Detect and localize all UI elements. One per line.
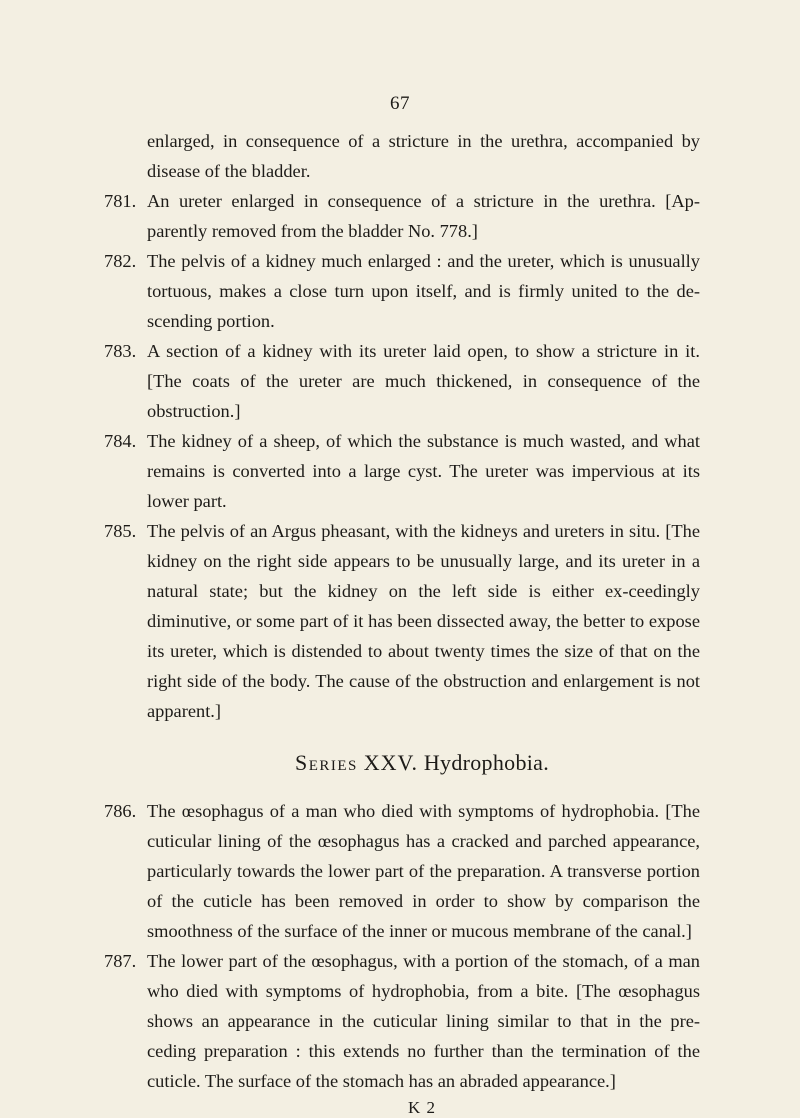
entry-text: The lower part of the œsophagus, with a portion of the stomach, of a man who died with symptoms of hydrophobia, from a bite. [The œsophagus shows an appearance in the cuticular lining similar to that in the pre-ceding preparation : this extends no further than the termination of the cuticle. The surface of the stomach has an abraded appearance.] xyxy=(147,951,700,1091)
entry-number: 785. xyxy=(104,521,137,541)
catalogue-entry xyxy=(104,946,700,1096)
catalogue-entry xyxy=(104,336,700,426)
series-heading xyxy=(144,748,700,778)
entry-number: 783. xyxy=(104,341,137,361)
page-number: 67 xyxy=(390,93,410,114)
entry-text: A section of a kidney with its ureter laid open, to show a stricture in it. [The coats of the ureter are much thickened, in consequence of the obstruction.] xyxy=(147,341,700,421)
entry-text: The pelvis of an Argus pheasant, with the kidneys and ureters in situ. [The kidney on the right side appears to be unusually large, and its ureter in a natural state; but the kidney on the left side is either ex-ceedingly diminutive, or some part of it has been dissected away, the better to expose its ureter, which is distended to about twenty times the size of that on the right side of the body. The cause of the obstruction and enlargement is not apparent.] xyxy=(147,521,700,721)
catalogue-entries-before xyxy=(104,186,700,726)
series-label: Series xyxy=(294,750,358,775)
catalogue-entry xyxy=(104,246,700,336)
catalogue-entry xyxy=(104,186,700,246)
entry-text: The œsophagus of a man who died with symptoms of hydrophobia. [The cuticular lining of the œsophagus has a cracked and parched appearance, particularly towards the lower part of the preparation. A transverse portion of the cuticle has been removed in order to show by comparison the smoothness of the surface of the inner or mucous membrane of the canal.] xyxy=(147,801,700,941)
series-title: Hydrophobia. xyxy=(423,750,550,775)
catalogue-entry xyxy=(104,516,700,726)
catalogue-entry xyxy=(104,796,700,946)
catalogue-entry xyxy=(104,426,700,516)
entry-number: 781. xyxy=(104,191,137,211)
series-number: XXV. xyxy=(363,750,419,775)
entry-text: The pelvis of a kidney much enlarged : and the ureter, which is unusually tortuous, makes a close turn upon itself, and is firmly united to the de-scending portion. xyxy=(147,251,700,331)
entry-number: 784. xyxy=(104,431,137,451)
entry-number: 787. xyxy=(104,951,137,971)
entry-text: The kidney of a sheep, of which the substance is much wasted, and what remains is converted into a large cyst. The ureter was impervious at its lower part. xyxy=(147,431,700,511)
continued-entry-text: enlarged, in consequence of a stricture in the urethra, accompanied by disease of the bladder. xyxy=(147,131,700,181)
page-body xyxy=(104,126,700,1118)
entry-text: An ureter enlarged in consequence of a stricture in the urethra. [Ap-parently removed from the bladder No. 778.] xyxy=(147,191,700,241)
entry-number: 782. xyxy=(104,251,137,271)
signature-mark: K 2 xyxy=(407,1098,437,1117)
entry-number: 786. xyxy=(104,801,137,821)
catalogue-entries-after xyxy=(104,796,700,1096)
